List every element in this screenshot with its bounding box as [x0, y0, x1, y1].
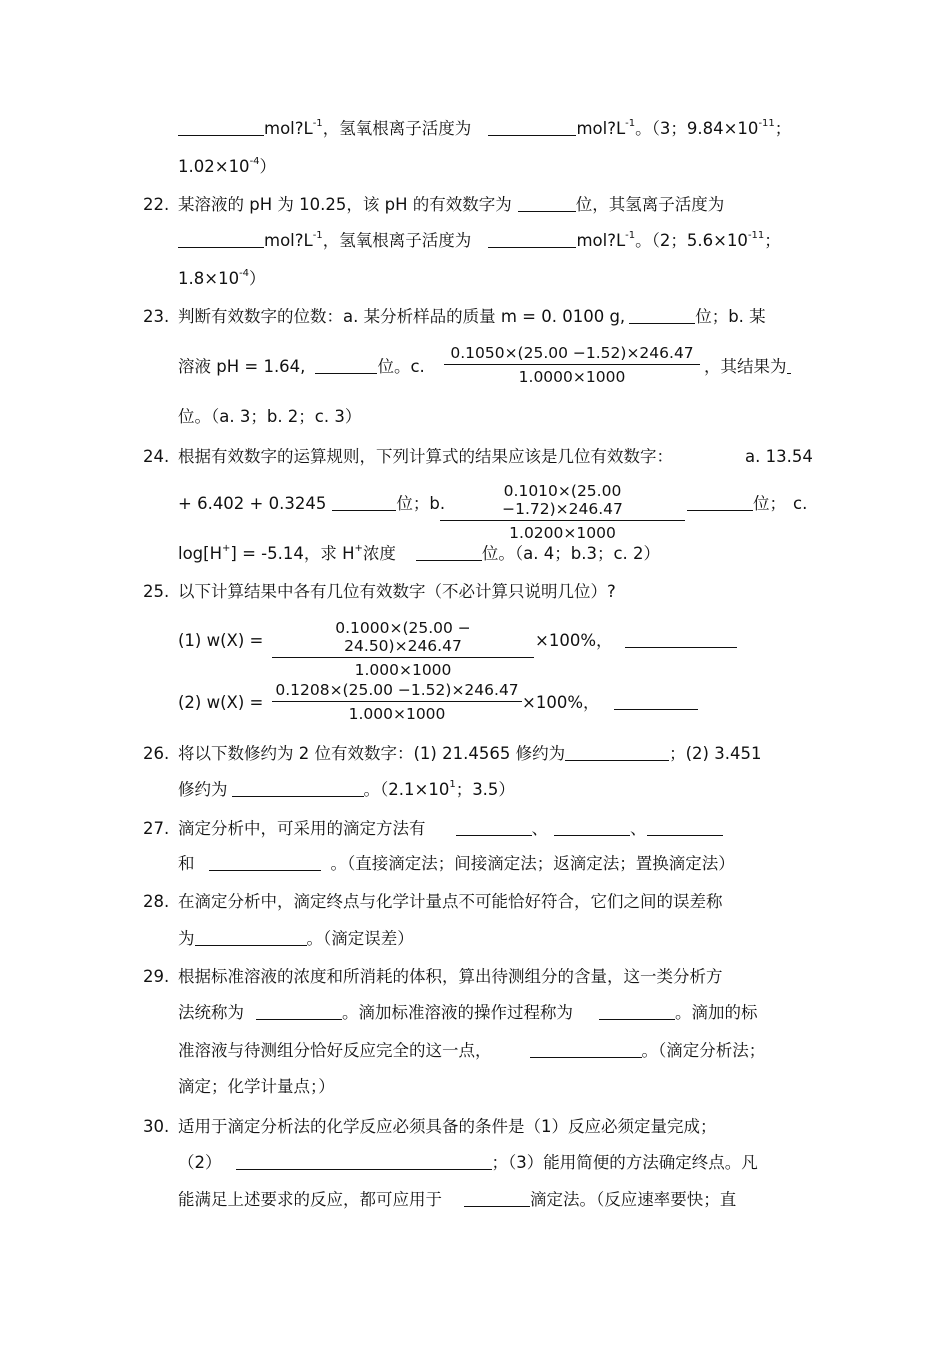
question-22-line3: $1.8\times 10^{-4}$）	[178, 268, 266, 288]
answer-line-21a: $mol?L^{-1}$，氢氧根离子活度为 $mol?L^{-1}$。（3；$9.84\times 10^{-11}$；	[178, 118, 791, 140]
fill-blank	[488, 119, 576, 136]
fill-blank	[232, 780, 364, 797]
formula-2-tail: ×100%，	[522, 692, 698, 714]
question-23-line3: 位。（a. 3；b. 2；c. 3）	[178, 407, 362, 426]
question-29-line2: 法统称为 。滴加标准溶液的操作过程称为 。滴加的标	[178, 1003, 758, 1022]
formula-1-tail: ×100%，	[535, 630, 737, 652]
fill-blank	[236, 1153, 492, 1170]
fraction-formula: $\frac{0.1208\times(25.00 -1.52)\times 246.47}{1.000\times 1000}$	[272, 681, 522, 723]
fill-blank	[256, 1003, 342, 1020]
fill-blank	[625, 631, 737, 648]
question-28-text: 在滴定分析中，滴定终点与化学计量点不可能恰好符合，它们之间的误差称	[178, 892, 723, 911]
fill-blank	[209, 854, 321, 871]
question-26-text: 将以下数修约为 2 位有效数字：(1) 21.4565 修约为 ；(2) 3.451	[178, 744, 762, 763]
question-number: 28.	[143, 892, 170, 911]
question-number: 30.	[143, 1117, 170, 1136]
question-24-line3: log[H+] = -5.14，求 H+浓度 位。（a. 4；b.3；c. 2）	[178, 543, 661, 563]
formula-1-label: (1) w(X) =	[178, 631, 264, 650]
fill-blank	[687, 494, 753, 511]
fill-blank	[464, 1190, 530, 1207]
fill-blank	[178, 119, 264, 136]
fill-blank	[599, 1003, 675, 1020]
question-29-text: 根据标准溶液的浓度和所消耗的体积，算出待测组分的含量，这一类分析方	[178, 967, 723, 986]
fill-blank	[178, 231, 264, 248]
fraction-formula: $\frac{0.1050\times(25.00 -1.52)\times 246.47}{1.0000\times 1000}$	[444, 344, 700, 386]
question-22-line2: $mol?L^{-1}$，氢氧根离子活度为 $mol?L^{-1}$。（2；$5.6\times 10^{-11}$；	[178, 230, 781, 252]
question-number: 26.	[143, 744, 170, 763]
question-22-text: 某溶液的 pH 为 10.25，该 pH 的有效数字为 位，其氢离子活度为	[178, 195, 725, 214]
fill-blank	[456, 819, 532, 836]
fill-blank	[565, 744, 669, 761]
question-24-text-right: a. 13.54	[745, 447, 813, 466]
question-24-text: 根据有效数字的运算规则，下列计算式的结果应该是几位有效数字：	[178, 447, 673, 466]
question-number: 24.	[143, 447, 170, 466]
question-24-line2-right: c.	[793, 494, 808, 513]
question-number: 22.	[143, 195, 170, 214]
fill-blank	[614, 693, 698, 710]
fill-blank	[195, 929, 307, 946]
question-25-text: 以下计算结果中各有几位有效数字（不必计算只说明几位）?	[178, 582, 616, 601]
fraction-formula: $\frac{0.1000\times(25.00 - 24.50)\times 246.47}{1.000\times 1000}$	[272, 619, 534, 679]
question-27-line2: 和 。（直接滴定法；间接滴定法；返滴定法；置换滴定法）	[178, 854, 735, 873]
fill-blank	[332, 494, 396, 511]
fraction-formula: $\frac{0.1010\times(25.00 -1.72)\times 246.47}{1.0200\times 1000}$	[440, 482, 685, 542]
question-24-line2-tail: 位；	[687, 493, 786, 515]
question-number: 27.	[143, 819, 170, 838]
question-number: 23.	[143, 307, 170, 326]
question-29-line3: 准溶液与待测组分恰好反应完全的这一点， 。（滴定分析法；	[178, 1041, 766, 1060]
question-27-text: 滴定分析中，可采用的滴定方法有 、 、	[178, 818, 723, 840]
fill-blank	[629, 307, 695, 324]
fill-blank	[647, 819, 723, 836]
question-30-line2: （2） ；（3）能用简便的方法确定终点。凡	[178, 1153, 758, 1172]
fill-blank	[518, 195, 576, 212]
formula-2-label: (2) w(X) =	[178, 693, 264, 712]
fill-blank	[416, 544, 482, 561]
question-number: 25.	[143, 582, 170, 601]
fill-blank	[530, 1041, 642, 1058]
question-28-line2: 为 。（滴定误差）	[178, 929, 414, 948]
question-26-line2: 修约为 。（$2.1\times 10^1$；3.5）	[178, 779, 515, 799]
fill-blank	[554, 819, 630, 836]
answer-line-21b: $1.02\times 10^{-4}$）	[178, 156, 277, 176]
question-30-line3: 能满足上述要求的反应，都可应用于 滴定法。（反应速率要快；直	[178, 1190, 737, 1209]
fill-blank	[315, 357, 377, 374]
fill-blank	[488, 231, 576, 248]
question-23-tail: ，其结果为	[704, 356, 791, 378]
question-23-line2: 溶液 pH = 1.64, 位。c.	[178, 357, 425, 376]
question-23-text: 判断有效数字的位数：a. 某分析样品的质量 m = 0. 0100 g, 位；b. 某	[178, 307, 766, 326]
question-24-line2: + 6.402 + 0.3245 位；b.	[178, 494, 446, 513]
question-29-line4: 滴定；化学计量点；）	[178, 1077, 335, 1096]
question-30-text: 适用于滴定分析法的化学反应必须具备的条件是（1）反应必须定量完成；	[178, 1117, 717, 1136]
question-number: 29.	[143, 967, 170, 986]
fill-blank	[787, 357, 791, 374]
